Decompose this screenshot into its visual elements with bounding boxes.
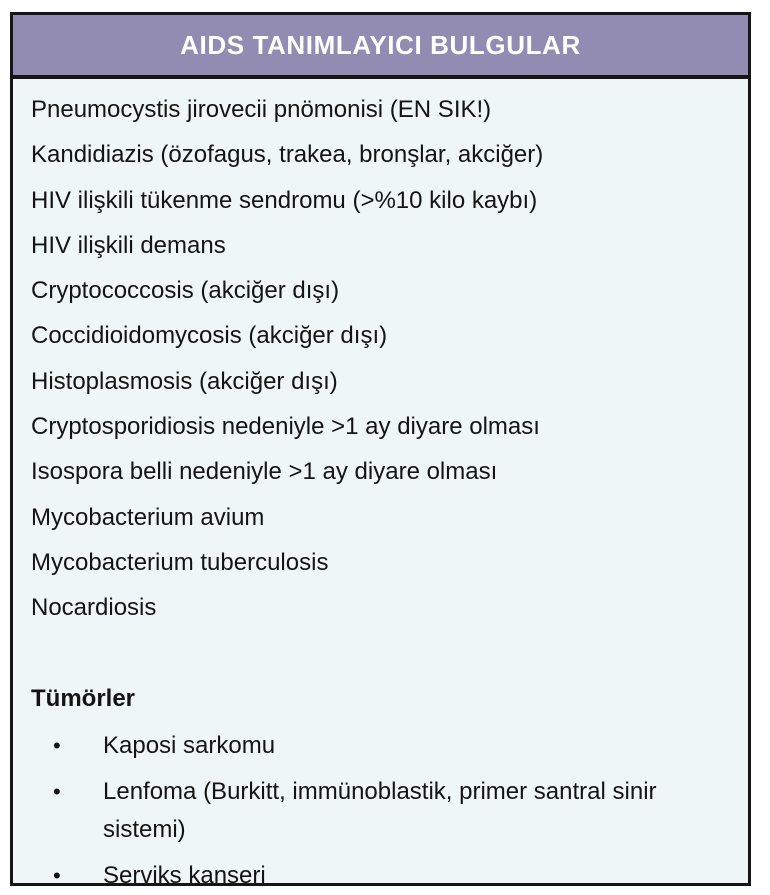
tumor-list [31,727,732,895]
section-spacer [31,631,732,676]
condition-text: Pneumocystis jirovecii pnömonisi (EN SIK!) [31,96,492,123]
aids-findings-table [10,12,751,889]
condition-text: Cryptosporidiosis nedeniyle >1 ay diyare olması [31,413,540,441]
bullet-icon: • [53,732,61,758]
condition-row [31,404,732,449]
condition-row [31,87,732,132]
condition-row [31,495,732,540]
tumor-text: Kaposi sarkomu [103,731,276,759]
condition-text: HIV ilişkili demans [31,231,226,259]
condition-text: Coccidioidomycosis (akciğer dışı) [31,322,388,350]
condition-text: Kandidiazis (özofagus, trakea, bronşlar, akciğer) [31,141,544,169]
table-header [13,15,748,79]
bullet-icon: • [53,862,61,888]
condition-row [31,178,732,223]
condition-row [31,132,732,177]
condition-list [31,87,732,631]
condition-row [31,268,732,313]
condition-row [31,359,732,404]
tumor-row [31,727,732,765]
condition-text: Histoplasmosis (akciğer dışı) [31,367,338,395]
condition-text: Nocardiosis [31,594,157,622]
tumor-row [31,773,732,849]
table-body [13,79,748,895]
tumors-heading: Tümörler [31,684,136,712]
condition-row [31,223,732,268]
condition-text: HIV ilişkili tükenme sendromu (>%10 kilo kaybı) [31,186,538,214]
condition-row [31,585,732,630]
condition-text: Isospora belli nedeniyle >1 ay diyare olması [31,458,498,486]
condition-text: Mycobacterium avium [31,503,265,531]
condition-row [31,313,732,358]
condition-text: Mycobacterium tuberculosis [31,548,329,576]
tumor-text: Lenfoma (Burkitt, immünoblastik, primer santral sinir sistemi) [103,777,657,843]
bullet-icon: • [53,778,61,804]
condition-row [31,449,732,494]
tumor-row [31,857,732,895]
condition-row [31,540,732,585]
tumor-text: Serviks kanseri [103,861,266,889]
condition-text: Cryptococcosis (akciğer dışı) [31,277,340,305]
table-title: AIDS TANIMLAYICI BULGULAR [180,29,581,60]
